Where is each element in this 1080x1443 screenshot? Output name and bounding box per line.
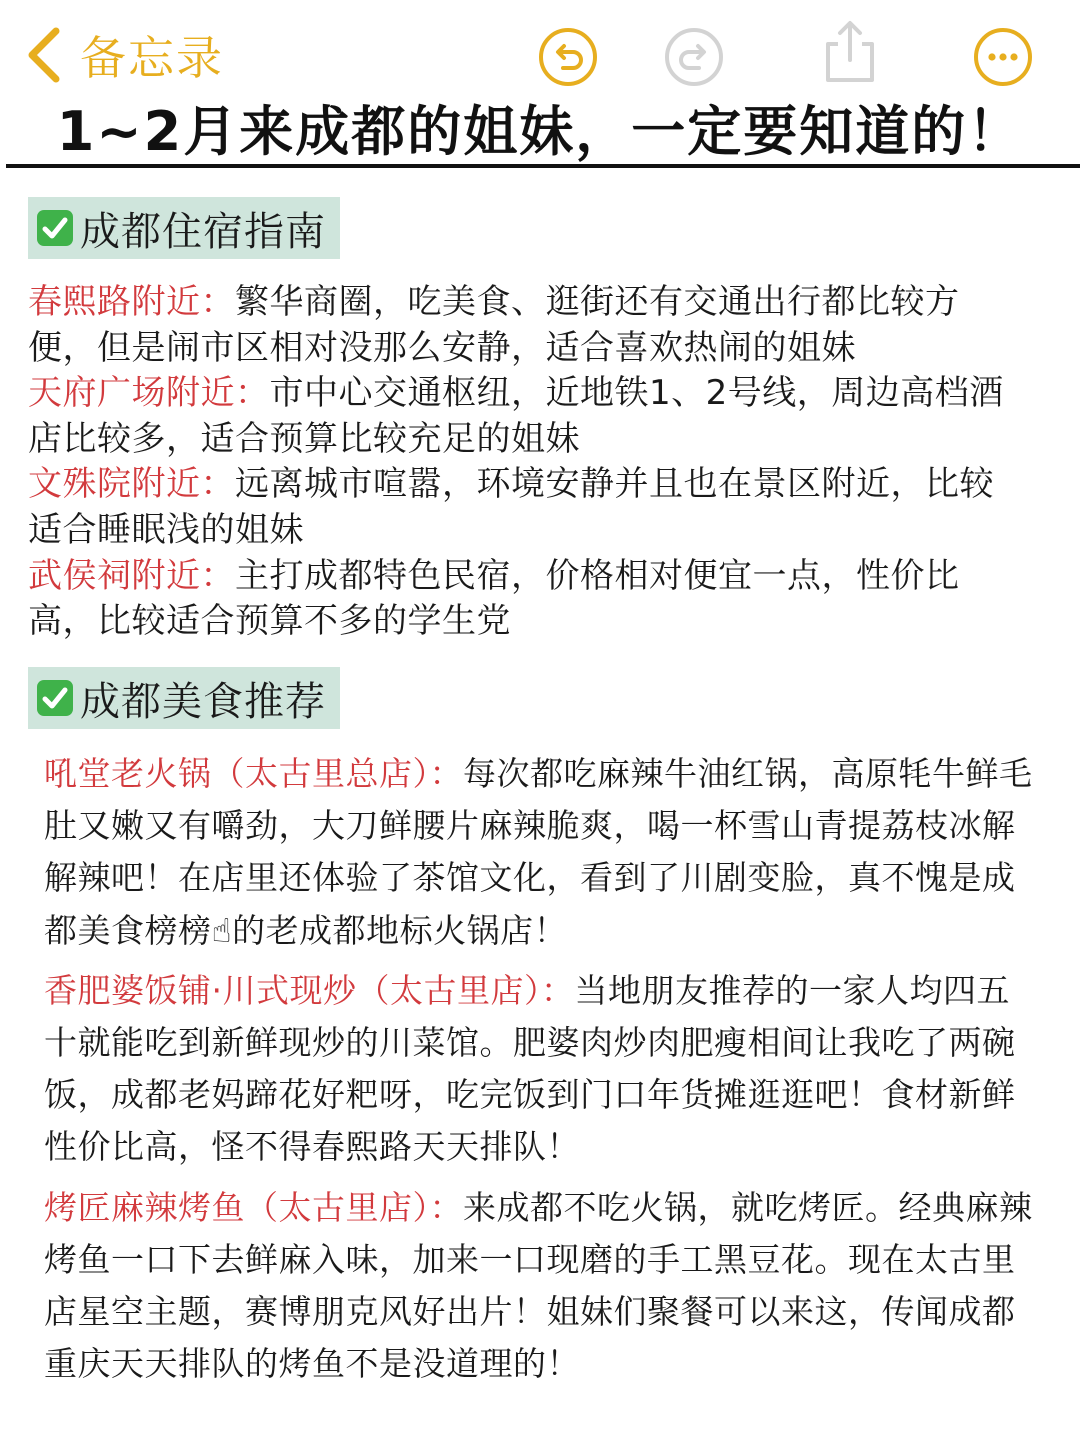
entry-label: 武侯祠附近： [28,555,235,596]
entry-label: 文殊院附近： [28,464,235,505]
more-icon[interactable] [972,26,1034,88]
share-icon[interactable] [818,18,882,84]
list-item [44,965,1040,1174]
back-button[interactable] [22,22,224,88]
notes-toolbar [0,0,1080,110]
title-divider [6,164,1080,168]
back-label: 备忘录 [80,31,224,85]
section-heading-text: 成都住宿指南 [80,208,326,255]
section-heading-food [28,667,340,729]
chevron-left-icon [22,25,66,85]
entry-label: 烤匠麻辣烤鱼（太古里店）： [44,1187,463,1227]
lodging-list [28,280,1028,645]
entry-text: 远离城市喧嚣，环境安静并且也在景区附近，比较适合睡眠浅的姐妹 [28,464,994,550]
check-mark-icon [36,679,74,717]
entry-label: 春熙路附近： [28,282,235,322]
entry-text: 每次都吃麻辣牛油红锅，高原牦牛鲜毛肚又嫩又有嚼劲，大刀鲜腰片麻辣脆爽，喝一杯雪山青提荔枝冰解解辣吧！在店里还体验了茶馆文化，看到了川剧变脸，真不愧是成都美食榜榜☝的老成都地标火锅店！ [44,754,1033,950]
list-item [44,748,1040,957]
section-heading-text: 成都美食推荐 [80,678,326,725]
undo-icon[interactable] [537,26,599,88]
list-item [28,554,1028,645]
section-heading-lodging [28,197,340,259]
entry-label: 天府广场附近： [28,373,270,414]
entry-text: 当地朋友推荐的一家人均四五十就能吃到新鲜现炒的川菜馆。肥婆肉炒肉肥瘦相间让我吃了两碗饭，成都老妈蹄花好粑呀，吃完饭到门口年货摊逛逛吧！食材新鲜性价比高，怪不得春熙路天天排队！ [44,970,1016,1167]
entry-text: 繁华商圈，吃美食、逛街还有交通出行都比较方便，但是闹市区相对没那么安静，适合喜欢热闹的姐妹 [28,282,960,368]
list-item [28,371,1028,462]
food-list [44,748,1040,1398]
list-item [44,1182,1040,1391]
entry-text: 主打成都特色民宿，价格相对便宜一点，性价比高，比较适合预算不多的学生党 [28,555,960,642]
entry-label: 香肥婆饭铺·川式现炒（太古里店）： [44,970,575,1010]
entry-text: 来成都不吃火锅，就吃烤匠。经典麻辣烤鱼一口下去鲜麻入味，加来一口现磨的手工黑豆花。现在太古里店星空主题，赛博朋克风好出片！姐妹们聚餐可以来这，传闻成都重庆天天排队的烤鱼不是没道理的！ [44,1187,1033,1384]
entry-label: 吼堂老火锅（太古里总店）： [44,754,463,793]
entry-text: 市中心交通枢纽，近地铁1、2号线，周边高档酒店比较多，适合预算比较充足的姐妹 [28,373,1004,459]
note-title: 1~2月来成都的姐妹，一定要知道的！ [56,100,1024,163]
list-item [28,462,1028,553]
redo-icon[interactable] [663,26,725,88]
list-item [28,280,1028,371]
check-mark-icon [36,209,74,247]
